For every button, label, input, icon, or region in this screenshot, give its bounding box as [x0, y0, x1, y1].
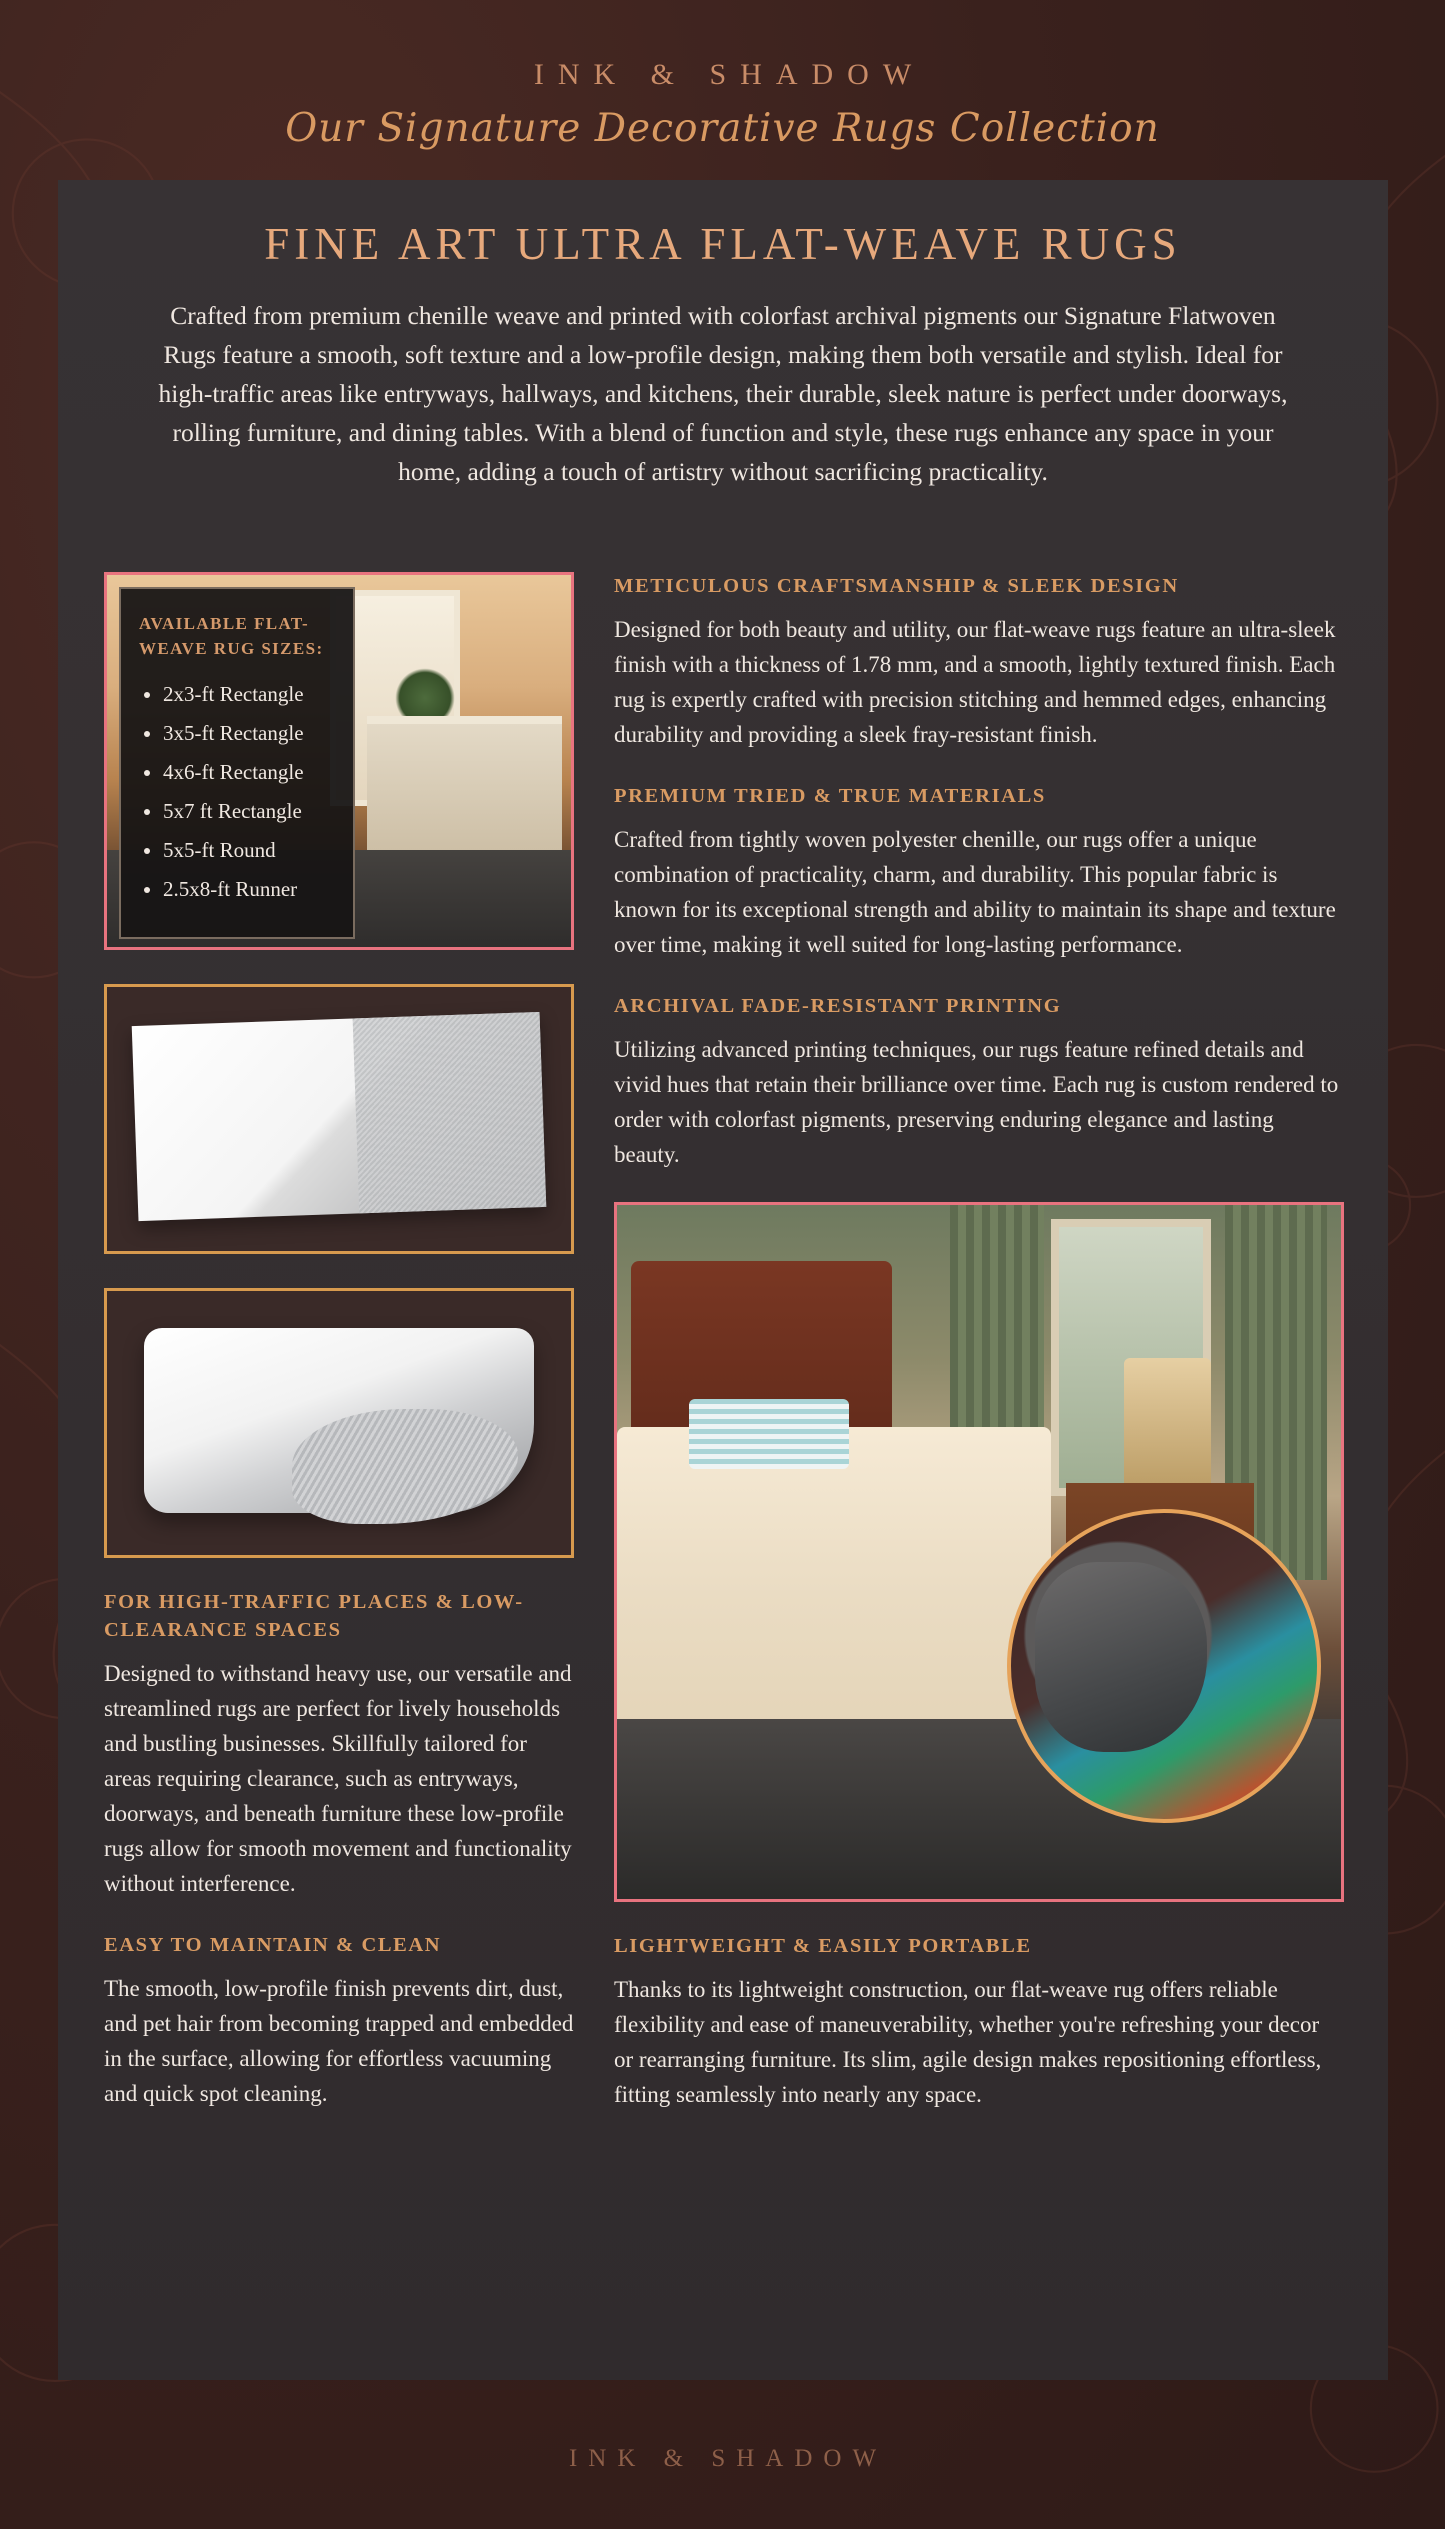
list-item: • 2.5x8-ft Runner	[163, 870, 337, 909]
section-body-portable: Thanks to its lightweight construction, our flat-weave rug offers reliable flexibility and ease of maneuverability, whether you're refreshing your decor or rearranging furniture. Its slim, agile design makes repositioning effortless, fitting seamlessly into nearly any space.	[614, 1977, 1322, 2107]
rug-rolled-photo	[144, 1328, 534, 1513]
list-item: • 5x7 ft Rectangle	[163, 792, 337, 831]
rug-flat-photo-frame	[104, 984, 574, 1254]
list-item: • 2x3-ft Rectangle	[163, 675, 337, 714]
rug-rolled-photo-frame	[104, 1288, 574, 1558]
section-heading-printing: ARCHIVAL FADE-RESISTANT PRINTING	[614, 995, 1062, 1017]
section-body-maintain: The smooth, low-profile finish prevents dirt, dust, and pet hair from becoming trapped and embedded in the surface, allowing for effortless vacuuming and quick spot cleaning.	[104, 1976, 574, 2106]
columns-container	[58, 572, 1388, 2380]
sizes-heading: AVAILABLE FLAT-WEAVE RUG SIZES:	[139, 614, 324, 658]
brand-title: INK & SHADOW	[533, 58, 926, 91]
right-column	[614, 572, 1344, 2112]
sizes-list	[139, 675, 337, 909]
console-table-shape	[367, 716, 562, 850]
pillow-shape	[689, 1399, 848, 1468]
bed-shape	[617, 1427, 1051, 1760]
sizes-photo-frame	[104, 572, 574, 950]
content-panel	[58, 180, 1388, 2380]
list-item: • 5x5-ft Round	[163, 831, 337, 870]
list-item: • 3x5-ft Rectangle	[163, 714, 337, 753]
section-body-craftsmanship: Designed for both beauty and utility, our flat-weave rugs feature an ultra-sleek finish with a thickness of 1.78 mm, and a smooth, lightly textured finish. Each rug is expertly crafted with precision stitching and hemmed edges, enhancing durability and providing a sleek fray-resistant finish.	[614, 617, 1336, 747]
sizes-card	[119, 587, 355, 939]
section-heading-craftsmanship: METICULOUS CRAFTSMANSHIP & SLEEK DESIGN	[614, 575, 1179, 597]
bedroom-photo-frame	[614, 1202, 1344, 1902]
intro-paragraph: Crafted from premium chenille weave and printed with colorfast archival pigments our Signature Flatwoven Rugs feature a smooth, soft texture and a low-profile design, making them both versatile and stylish. Ideal for high-traffic areas like entryways, hallways, and kitchens, their durable, sleek nature is perfect under doorways, rolling furniture, and dining tables. With a blend of function and style, these rugs enhance any space in your home, adding a touch of artistry without sacrificing practicality.	[158, 301, 1288, 486]
section-heading-materials: PREMIUM TRIED & TRUE MATERIALS	[614, 785, 1046, 807]
section-heading-traffic: FOR HIGH-TRAFFIC PLACES & LOW-CLEARANCE SPACES	[104, 1591, 524, 1641]
section-heading-maintain: EASY TO MAINTAIN & CLEAN	[104, 1934, 442, 1956]
header-tagline: Our Signature Decorative Rugs Collection	[285, 106, 1160, 151]
footer-brand: INK & SHADOW	[568, 2445, 888, 2472]
page-title: FINE ART ULTRA FLAT-WEAVE RUGS	[264, 219, 1182, 269]
section-body-traffic: Designed to withstand heavy use, our versatile and streamlined rugs are perfect for lively households and bustling businesses. Skillfully tailored for areas requiring clearance, such as entryways, doorways, and beneath furniture these low-profile rugs allow for smooth movement and functionality without interference.	[104, 1661, 572, 1896]
list-item: • 4x6-ft Rectangle	[163, 753, 337, 792]
section-body-materials: Crafted from tightly woven polyester chenille, our rugs offer a unique combination of practicality, charm, and durability. This popular fabric is known for its exceptional strength and ability to maintain its shape and texture over time, making it well suited for long-lasting performance.	[614, 827, 1336, 957]
section-body-printing: Utilizing advanced printing techniques, our rugs feature refined details and vivid hues that retain their brilliance over time. Each rug is custom rendered to order with colorfast pigments, preserving enduring elegance and lasting beauty.	[614, 1037, 1339, 1167]
section-heading-portable: LIGHTWEIGHT & EASILY PORTABLE	[614, 1935, 1032, 1957]
rug-flat-corner-photo	[132, 1012, 547, 1221]
rug-detail-circle-inset	[1007, 1509, 1321, 1823]
lamp-shape	[1124, 1358, 1211, 1497]
header	[0, 0, 1445, 190]
left-column	[104, 572, 574, 2111]
